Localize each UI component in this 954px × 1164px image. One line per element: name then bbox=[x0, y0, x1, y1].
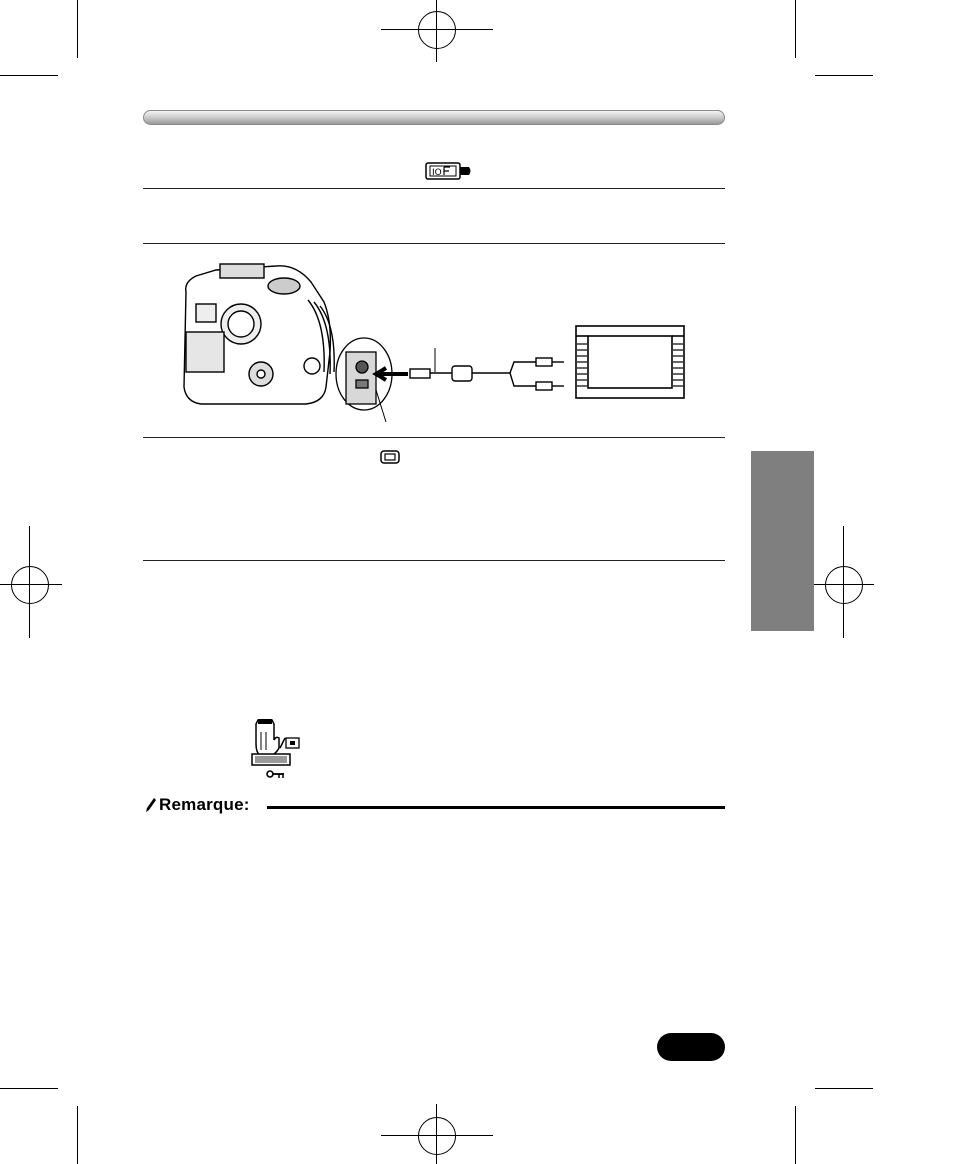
crop-mark bbox=[0, 1088, 58, 1089]
remarque-heading bbox=[145, 795, 250, 815]
playback-mode-icon bbox=[425, 162, 473, 185]
crop-mark bbox=[77, 0, 78, 58]
divider bbox=[143, 243, 725, 244]
crop-mark bbox=[77, 1106, 78, 1164]
svg-text:IO: IO bbox=[432, 168, 442, 178]
divider bbox=[143, 560, 725, 561]
monitor-button-icon bbox=[380, 450, 400, 469]
page-number-badge bbox=[657, 1033, 725, 1061]
crop-mark bbox=[795, 0, 796, 58]
pencil-icon bbox=[145, 797, 157, 813]
camera-icon bbox=[184, 264, 334, 404]
remarque-rule bbox=[267, 806, 725, 809]
protect-key-icon bbox=[246, 718, 306, 785]
chapter-side-tab bbox=[751, 451, 814, 631]
av-cable-icon bbox=[410, 358, 564, 390]
divider bbox=[143, 437, 725, 438]
camera-tv-connection-illustration bbox=[176, 262, 690, 439]
remarque-label: Remarque: bbox=[159, 795, 250, 814]
crop-mark bbox=[815, 1088, 873, 1089]
section-title-bar bbox=[143, 110, 725, 125]
crop-mark bbox=[815, 75, 873, 76]
tv-icon bbox=[576, 326, 684, 398]
crop-mark bbox=[795, 1106, 796, 1164]
divider bbox=[143, 188, 725, 189]
crop-mark bbox=[0, 75, 58, 76]
